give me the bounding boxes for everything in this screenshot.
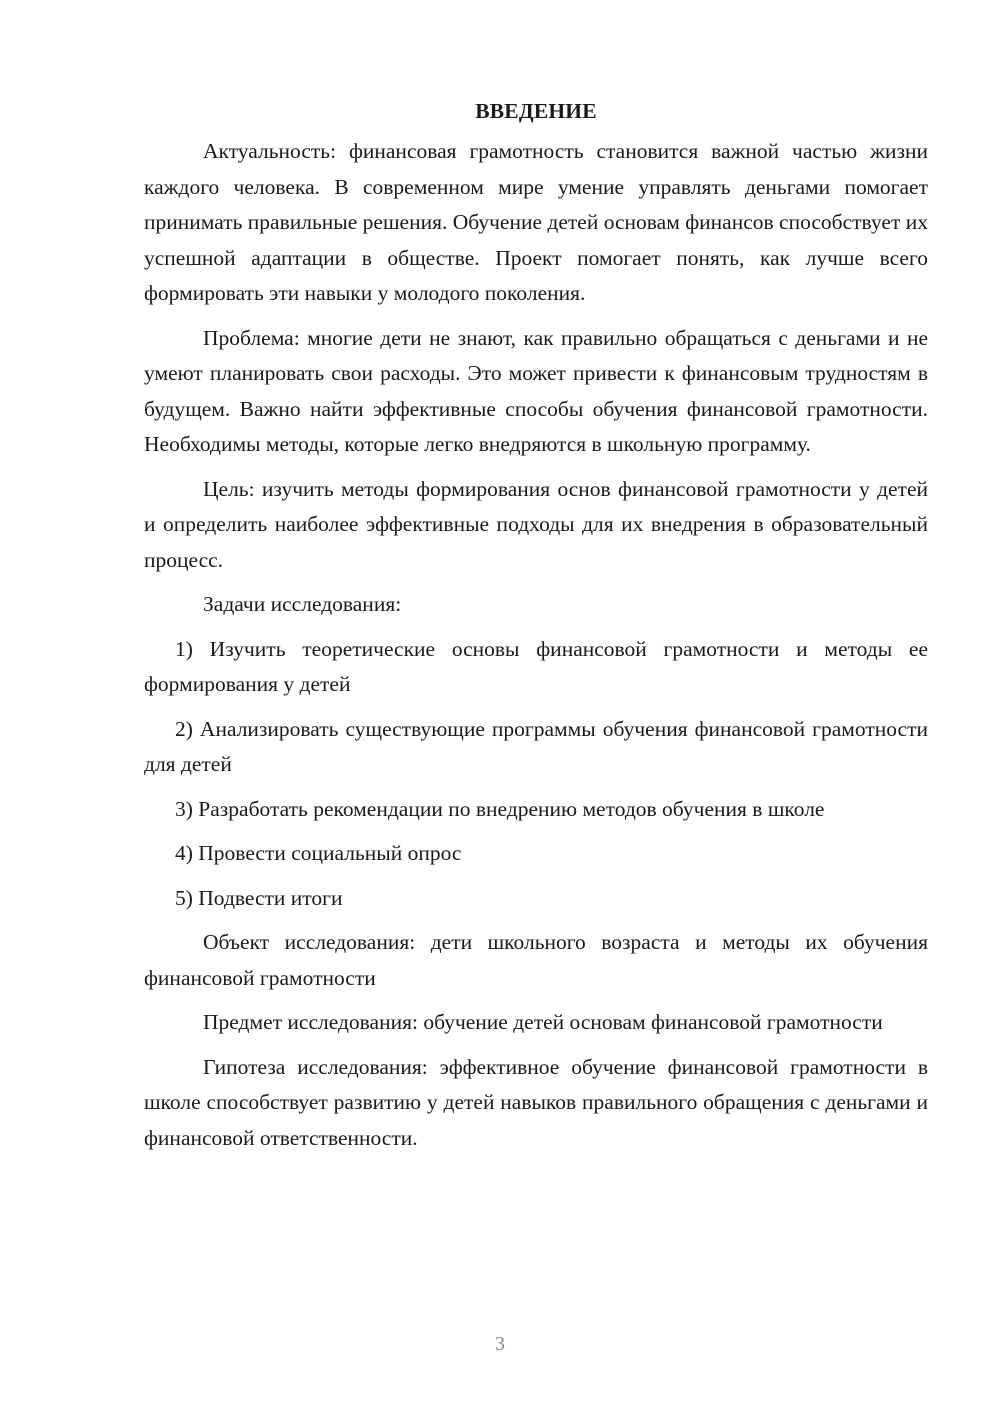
paragraph-tasks-intro: Задачи исследования:: [203, 592, 402, 616]
task-item-5: 5) Подвести итоги: [175, 885, 343, 910]
paragraph-goal: Цель: изучить методы формирования основ финансовой грамотности у детей и определить наиболее эффективные подходы для их внедрения в образовательный процесс.: [144, 476, 928, 572]
paragraph-problem: Проблема: многие дети не знают, как правильно обращаться с деньгами и не умеют планировать свои расходы. Это может привести к финансовым трудностям в будущем. Важно найти эффективные способы обучения финансовой грамотности. Необходимы методы, которые легко внедряются в школьную программу.: [144, 325, 928, 456]
task-item-4: 4) Провести социальный опрос: [175, 841, 462, 865]
paragraph-hypothesis: Гипотеза исследования: эффективное обучение финансовой грамотности в школе способствует развитию у детей навыков правильного обращения с деньгами и финансовой ответственности.: [144, 1054, 928, 1150]
task-item-2: 2) Анализировать существующие программы обучения финансовой грамотности для детей: [144, 716, 928, 776]
page-number: 3: [495, 1333, 505, 1355]
section-heading: ВВЕДЕНИЕ: [475, 99, 597, 123]
paragraph-relevance: Актуальность: финансовая грамотность становится важной частью жизни каждого человека. В современном мире умение управлять деньгами помогает принимать правильные решения. Обучение детей основам финансов способствует их успешной адаптации в обществе. Проект помогает понять, как лучше всего формировать эти навыки у молодого поколения.: [144, 139, 928, 305]
task-item-3: 3) Разработать рекомендации по внедрению методов обучения в школе: [175, 796, 825, 821]
paragraph-object: Объект исследования: дети школьного возраста и методы их обучения финансовой грамотности: [144, 930, 928, 990]
paragraph-subject: Предмет исследования: обучение детей основам финансовой грамотности: [203, 1010, 883, 1034]
task-item-1: 1) Изучить теоретические основы финансовой грамотности и методы ее формирования у детей: [144, 636, 928, 696]
document-page: [144, 94, 928, 1165]
